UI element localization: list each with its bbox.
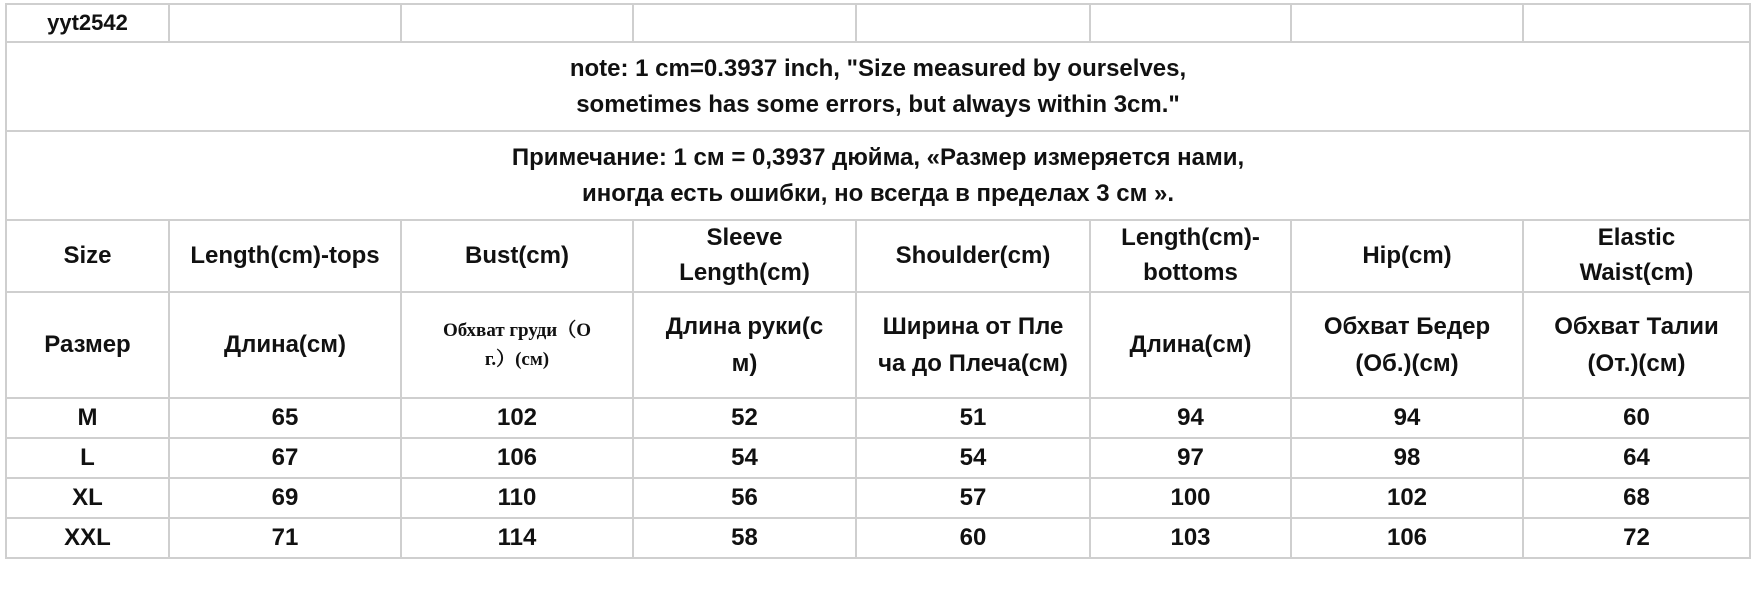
note-russian-row <box>6 131 1750 220</box>
length-bottoms-cell: 100 <box>1090 478 1291 518</box>
header-sleeve-length: Sleeve Length(cm) <box>633 220 856 292</box>
header-ru-length: Длина(см) <box>169 292 401 398</box>
product-code-row <box>6 4 1750 42</box>
sleeve-length-cell: 54 <box>633 438 856 478</box>
empty-cell <box>856 4 1090 42</box>
header-ru-waist: Обхват Талии (От.)(см) <box>1523 292 1750 398</box>
empty-cell <box>1090 4 1291 42</box>
size-cell: M <box>6 398 169 438</box>
hip-cell: 98 <box>1291 438 1523 478</box>
empty-cell <box>169 4 401 42</box>
header-length-bottoms: Length(cm)- bottoms <box>1090 220 1291 292</box>
header-ru-bust: Обхват груди（О г.）(см) <box>401 292 633 398</box>
waist-cell: 68 <box>1523 478 1750 518</box>
table-row <box>6 438 1750 478</box>
note-english-line-1: note: 1 cm=0.3937 inch, "Size measured by ourselves, <box>569 54 1187 82</box>
hip-cell: 102 <box>1291 478 1523 518</box>
header-ru-sleeve-length: Длина руки(с м) <box>633 292 856 398</box>
header-ru-hip: Обхват Бедер (Об.)(см) <box>1291 292 1523 398</box>
header-elastic-waist: Elastic Waist(cm) <box>1523 220 1750 292</box>
sleeve-length-cell: 58 <box>633 518 856 558</box>
size-cell: XXL <box>6 518 169 558</box>
empty-cell <box>633 4 856 42</box>
note-russian <box>6 131 1750 220</box>
sleeve-length-cell: 52 <box>633 398 856 438</box>
size-chart-table <box>5 3 1751 559</box>
bust-cell: 114 <box>401 518 633 558</box>
empty-cell <box>1291 4 1523 42</box>
note-russian-line-2: иногда есть ошибки, но всегда в пределах 3 см ». <box>581 179 1175 207</box>
length-tops-cell: 65 <box>169 398 401 438</box>
header-ru-shoulder: Ширина от Пле ча до Плеча(см) <box>856 292 1090 398</box>
empty-cell <box>401 4 633 42</box>
header-bust: Bust(cm) <box>401 220 633 292</box>
hip-cell: 94 <box>1291 398 1523 438</box>
bust-cell: 106 <box>401 438 633 478</box>
bust-cell: 110 <box>401 478 633 518</box>
size-cell: L <box>6 438 169 478</box>
header-english-row <box>6 220 1750 292</box>
length-tops-cell: 67 <box>169 438 401 478</box>
hip-cell: 106 <box>1291 518 1523 558</box>
header-size: Size <box>6 220 169 292</box>
note-english-line-2: sometimes has some errors, but always within 3cm." <box>576 90 1180 118</box>
note-english-row <box>6 42 1750 131</box>
shoulder-cell: 51 <box>856 398 1090 438</box>
product-code: yyt2542 <box>6 4 169 42</box>
header-russian-row <box>6 292 1750 398</box>
header-ru-length-bottoms: Длина(см) <box>1090 292 1291 398</box>
header-hip: Hip(cm) <box>1291 220 1523 292</box>
note-russian-line-1: Примечание: 1 см = 0,3937 дюйма, «Размер измеряется нами, <box>511 143 1245 171</box>
shoulder-cell: 60 <box>856 518 1090 558</box>
table-row <box>6 398 1750 438</box>
table-row <box>6 518 1750 558</box>
header-shoulder: Shoulder(cm) <box>856 220 1090 292</box>
size-cell: XL <box>6 478 169 518</box>
shoulder-cell: 54 <box>856 438 1090 478</box>
length-bottoms-cell: 97 <box>1090 438 1291 478</box>
table-row <box>6 478 1750 518</box>
header-ru-size: Размер <box>6 292 169 398</box>
length-bottoms-cell: 103 <box>1090 518 1291 558</box>
waist-cell: 60 <box>1523 398 1750 438</box>
shoulder-cell: 57 <box>856 478 1090 518</box>
length-tops-cell: 69 <box>169 478 401 518</box>
waist-cell: 64 <box>1523 438 1750 478</box>
waist-cell: 72 <box>1523 518 1750 558</box>
header-length-tops: Length(cm)-tops <box>169 220 401 292</box>
length-bottoms-cell: 94 <box>1090 398 1291 438</box>
bust-cell: 102 <box>401 398 633 438</box>
empty-cell <box>1523 4 1750 42</box>
sleeve-length-cell: 56 <box>633 478 856 518</box>
length-tops-cell: 71 <box>169 518 401 558</box>
note-english <box>6 42 1750 131</box>
